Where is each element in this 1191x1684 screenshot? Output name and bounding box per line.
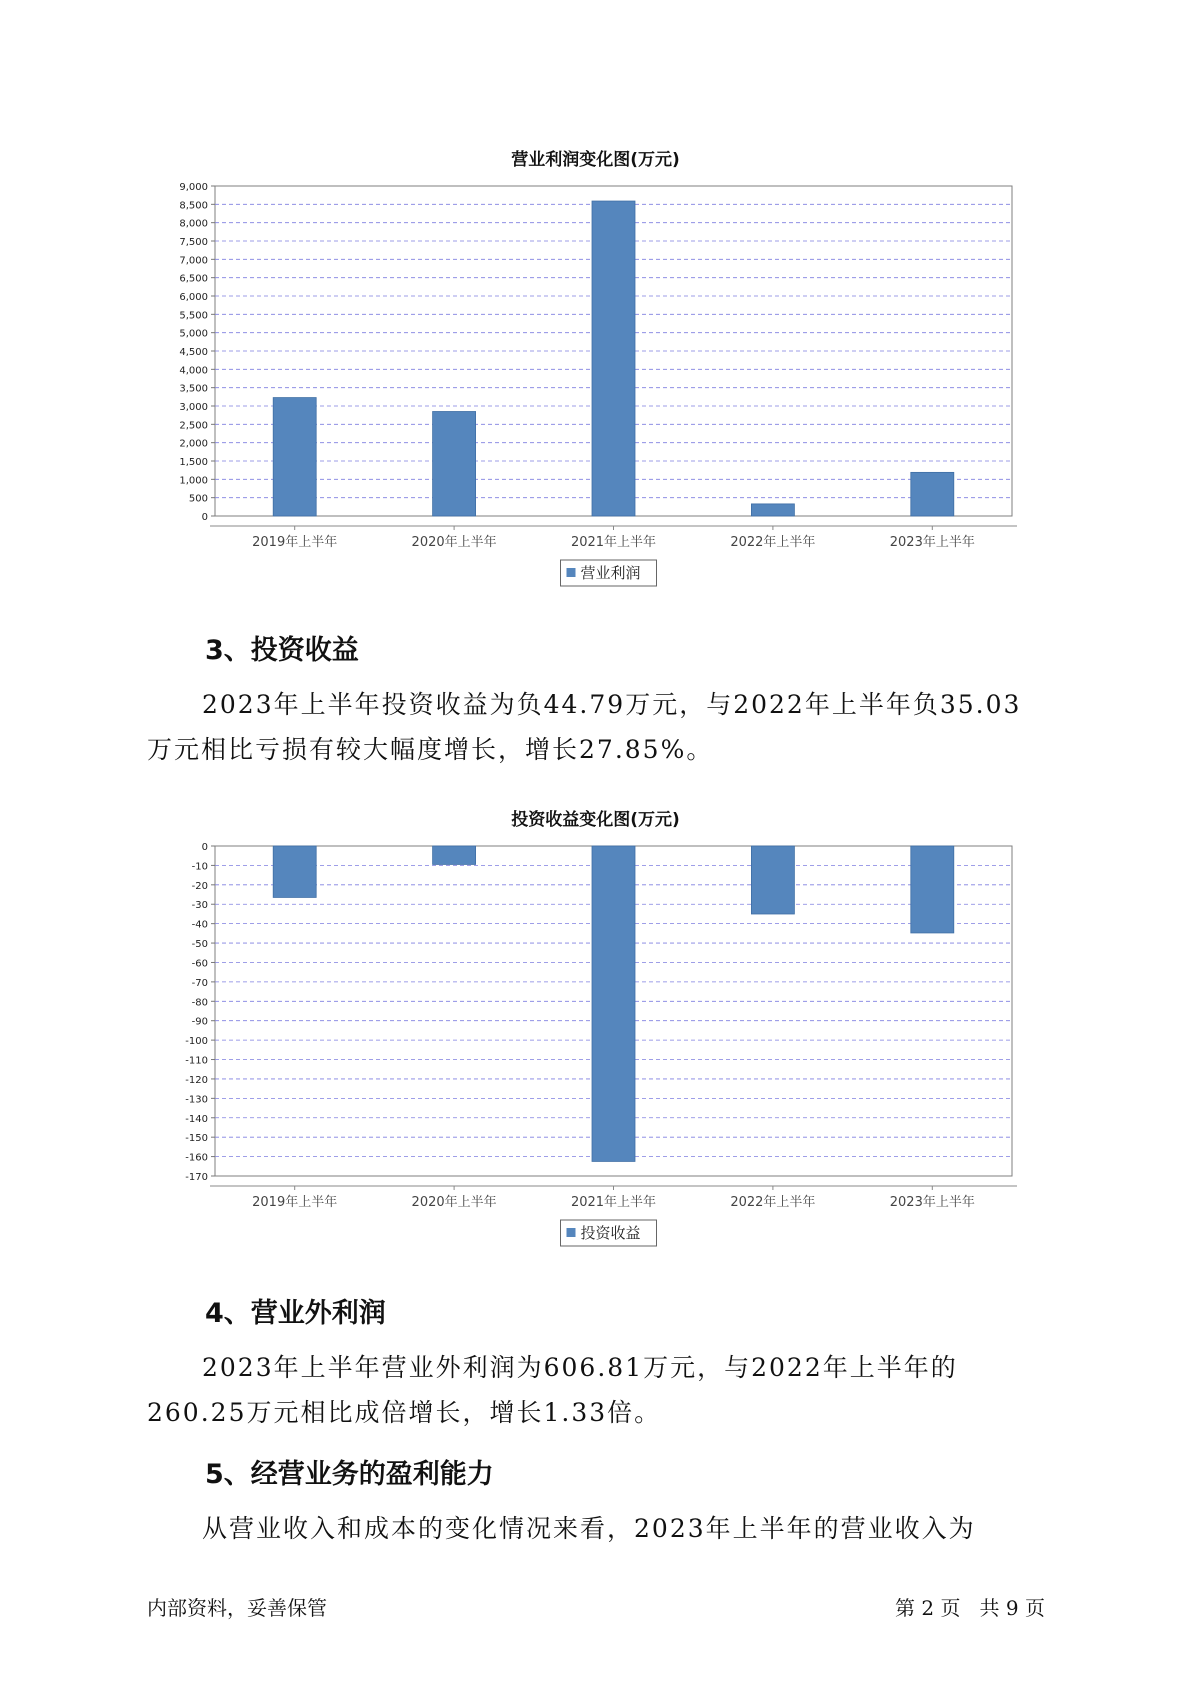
x-tick-label: 2019年上半年 <box>252 1195 338 1210</box>
footer-confidential: 内部资料，妥善保管 <box>147 1596 327 1620</box>
x-tick-label: 2022年上半年 <box>730 535 816 550</box>
x-tick-label: 2023年上半年 <box>889 1195 975 1210</box>
y-tick-label: -20 <box>191 880 208 892</box>
y-tick-label: -50 <box>191 939 208 951</box>
y-tick-label: -150 <box>185 1133 208 1145</box>
bar-2-2 <box>592 846 635 1161</box>
section-3-heading: 3、投资收益 <box>205 635 359 666</box>
section-3-text: 2023年上半年投资收益为负44.79万元，与2022年上半年负35.03万元相比亏损有较大幅度增长，增长27.85%。 <box>147 690 1022 764</box>
y-tick-label: 1,500 <box>179 457 208 468</box>
legend-label: 营业利润 <box>580 564 641 582</box>
bar-1-3 <box>751 504 794 516</box>
bar-2-1 <box>433 846 476 864</box>
y-tick-label: 6,500 <box>179 273 208 285</box>
chart2-title: 投资收益变化图(万元) <box>511 810 680 830</box>
y-tick-label: -110 <box>185 1055 208 1067</box>
bar-1-0 <box>273 398 316 516</box>
section-4-heading: 4、营业外利润 <box>205 1298 386 1329</box>
y-tick-label: 5,500 <box>179 310 208 322</box>
x-tick-label: 2020年上半年 <box>411 1195 497 1210</box>
y-tick-label: -70 <box>191 977 208 989</box>
investment-income-chart <box>0 830 1191 1250</box>
y-tick-label: -130 <box>185 1094 208 1106</box>
x-tick-label: 2021年上半年 <box>570 535 657 550</box>
legend-label: 投资收益 <box>580 1224 641 1242</box>
section-5-heading: 5、经营业务的盈利能力 <box>205 1459 494 1490</box>
footer-page-number: 第 2 页 共 9 页 <box>895 1596 1045 1620</box>
y-tick-label: -40 <box>191 919 208 931</box>
x-tick-label: 2022年上半年 <box>730 1195 816 1210</box>
y-tick-label: 0 <box>201 842 208 853</box>
x-tick-label: 2023年上半年 <box>889 535 975 550</box>
y-tick-label: 3,000 <box>179 402 208 413</box>
operating-profit-chart <box>0 170 1191 590</box>
y-tick-label: -100 <box>185 1036 208 1048</box>
y-tick-label: 4,500 <box>179 347 208 358</box>
y-tick-label: 8,500 <box>179 200 208 212</box>
y-tick-label: 7,500 <box>179 237 208 248</box>
y-tick-label: 6,000 <box>179 292 208 303</box>
x-tick-label: 2019年上半年 <box>252 535 338 550</box>
y-tick-label: -170 <box>185 1172 208 1183</box>
legend-swatch <box>567 568 576 577</box>
y-tick-label: -80 <box>191 997 208 1009</box>
bar-1-4 <box>911 472 954 516</box>
y-tick-label: 9,000 <box>179 182 208 193</box>
y-tick-label: -10 <box>191 861 208 873</box>
bar-2-0 <box>273 846 316 897</box>
y-tick-label: -120 <box>185 1074 208 1086</box>
y-tick-label: -140 <box>185 1113 208 1125</box>
y-tick-label: 8,000 <box>179 218 208 230</box>
y-tick-label: 4,000 <box>179 365 208 377</box>
x-tick-label: 2020年上半年 <box>411 535 497 550</box>
y-tick-label: 7,000 <box>179 255 208 267</box>
section-4-text: 2023年上半年营业外利润为606.81万元，与2022年上半年的260.25万元相比成倍增长，增长1.33倍。 <box>147 1353 958 1427</box>
y-tick-label: 0 <box>201 512 208 523</box>
y-tick-label: 3,500 <box>179 383 208 395</box>
legend-swatch <box>567 1228 576 1237</box>
y-tick-label: -30 <box>191 900 208 912</box>
chart1-title: 营业利润变化图(万元) <box>511 150 680 170</box>
y-tick-label: 500 <box>188 493 208 505</box>
bar-1-2 <box>592 201 635 516</box>
y-tick-label: 2,000 <box>179 438 208 450</box>
y-tick-label: 1,000 <box>179 475 208 487</box>
y-tick-label: 2,500 <box>179 420 208 432</box>
section-5-text: 从营业收入和成本的变化情况来看，2023年上半年的营业收入为 <box>202 1514 976 1543</box>
bar-1-1 <box>433 412 476 517</box>
x-tick-label: 2021年上半年 <box>570 1195 657 1210</box>
y-tick-label: 5,000 <box>179 328 208 340</box>
y-tick-label: -160 <box>185 1152 208 1164</box>
bar-2-4 <box>911 846 954 933</box>
y-tick-label: -60 <box>191 958 208 970</box>
bar-2-3 <box>751 846 794 914</box>
y-tick-label: -90 <box>191 1016 208 1028</box>
